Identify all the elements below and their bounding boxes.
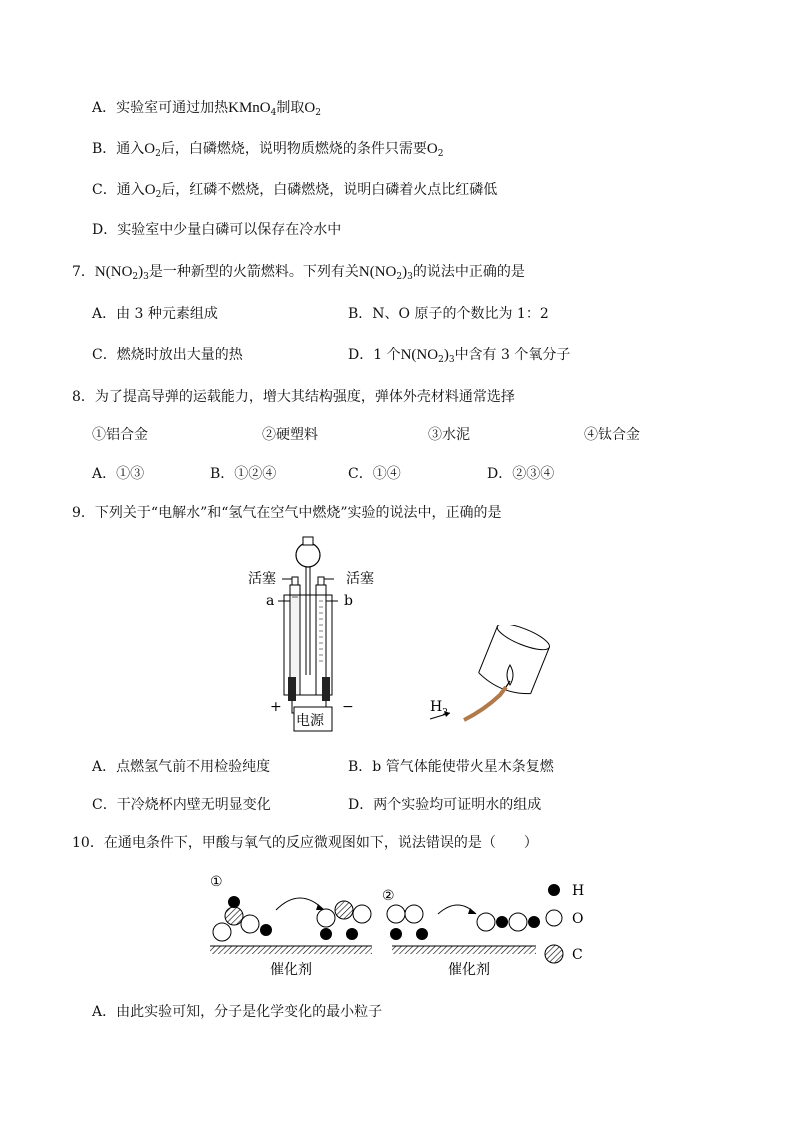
legend-c: C [572, 947, 583, 963]
q6-option-b: B．通入$O_2$后，白磷燃烧，说明物质燃烧的条件只需要$O_2$ [92, 141, 444, 159]
tube-a-label: a [266, 593, 275, 609]
q7-stem: 7．$N(NO_2)_3$是一种新型的火箭燃料。下列有关$N(NO_2)_3$的说法中正确的是 [72, 264, 525, 282]
hydrogen-burning-figure [424, 625, 564, 725]
q10-stem: 10．在通电条件下，甲酸与氧气的反应微观图如下，说法错误的是（ ） [72, 835, 538, 851]
catalyst-label-2: 催化剂 [448, 962, 490, 978]
q8-option-d: D．②③④ [487, 466, 555, 482]
q7-option-d: D．1 个$N(NO_2)_3$中含有 3 个氧分子 [348, 347, 571, 365]
q9-option-b: B．b 管气体能使带火星木条复燃 [348, 759, 554, 775]
positive-label: + [270, 699, 282, 715]
q7-option-a: A．由 3 种元素组成 [92, 306, 218, 322]
q8-option-c: C．①④ [348, 466, 401, 482]
q9-option-a: A．点燃氢气前不用检验纯度 [92, 759, 271, 775]
catalyst-label-1: 催化剂 [270, 962, 312, 978]
electrolysis-apparatus-figure [240, 535, 400, 735]
reaction-micro-diagram [200, 870, 600, 985]
q7-option-c: C．燃烧时放出大量的热 [92, 347, 243, 363]
q8-item-3: ③水泥 [428, 427, 470, 443]
step-1-label: ① [210, 874, 223, 890]
power-source-label: 电源 [296, 713, 324, 729]
q8-item-2: ②硬塑料 [262, 427, 318, 443]
q9-stem: 9．下列关于“电解水”和“氢气在空气中燃烧”实验的说法中，正确的是 [72, 505, 502, 521]
legend-h: H [572, 883, 585, 899]
valve-right-label: 活塞 [346, 571, 374, 587]
q9-option-c: C．干冷烧杯内壁无明显变化 [92, 797, 271, 813]
tube-b-label: b [344, 593, 353, 609]
step-2-label: ② [382, 888, 395, 904]
h2-label: $H_2$ [430, 699, 448, 718]
q10-option-a: A．由此实验可知，分子是化学变化的最小粒子 [92, 1004, 383, 1020]
q6-option-c: C．通入$O_2$后，红磷不燃烧，白磷燃烧，说明白磷着火点比红磷低 [92, 182, 498, 200]
q8-item-1: ①铝合金 [92, 427, 148, 443]
legend-o: O [572, 911, 584, 927]
q7-option-b: B．N、O 原子的个数比为 1：2 [348, 306, 549, 322]
q6-option-d: D．实验室中少量白磷可以保存在冷水中 [92, 222, 342, 238]
q8-item-4: ④钛合金 [584, 427, 640, 443]
negative-label: − [342, 699, 354, 715]
valve-left-label: 活塞 [248, 571, 276, 587]
q8-stem: 8．为了提高导弹的运载能力，增大其结构强度，弹体外壳材料通常选择 [72, 389, 515, 405]
q8-option-b: B．①②④ [210, 466, 277, 482]
q6-option-a: A．实验室可通过加热KMnO$_4$制取$O_2$ [92, 100, 321, 118]
q9-option-d: D．两个实验均可证明水的组成 [348, 797, 542, 813]
q8-option-a: A．①③ [92, 466, 145, 482]
